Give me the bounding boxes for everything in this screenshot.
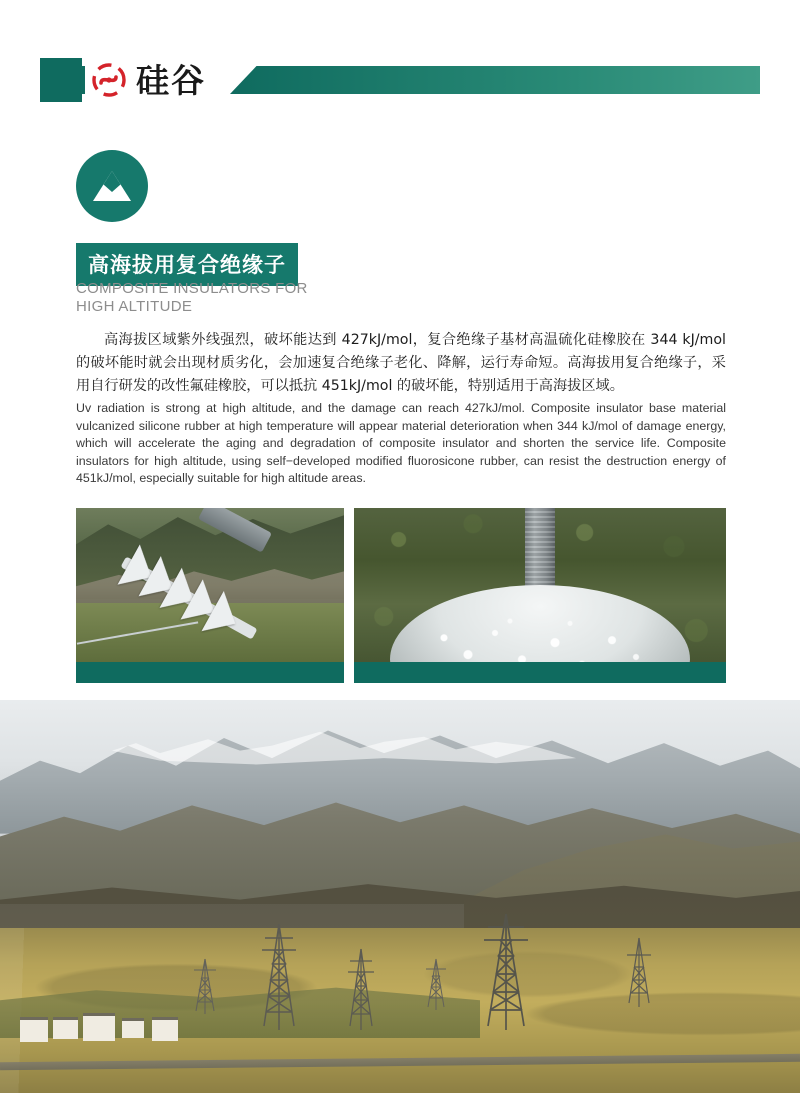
company-logo — [85, 54, 214, 106]
photo2-bottom-band — [354, 662, 726, 683]
section-title-en-line1: COMPOSITE INSULATORS FOR — [76, 280, 308, 297]
page-header — [40, 58, 760, 102]
transmission-tower — [624, 935, 654, 1007]
transmission-tower — [256, 920, 302, 1030]
village-house — [152, 1017, 178, 1041]
silicon-valley-logo-icon — [89, 60, 129, 100]
village-house — [122, 1018, 145, 1038]
transmission-tower — [344, 946, 378, 1030]
transmission-tower — [480, 910, 532, 1030]
header-right-bar — [230, 66, 760, 94]
transmission-tower — [192, 956, 218, 1014]
transmission-line-mountain-landscape — [0, 700, 800, 1093]
section-title-en-line2: HIGH ALTITUDE — [76, 298, 193, 315]
figure-row — [76, 508, 726, 683]
insulator-field-photo — [76, 508, 344, 683]
company-name: 硅谷 — [136, 60, 206, 100]
section-title-cn: 高海拔用复合绝缘子 — [76, 243, 298, 286]
photo1-bottom-band — [76, 662, 344, 683]
village-house — [53, 1017, 78, 1039]
body-paragraph-cn: 高海拔区域紫外线强烈，破坏能达到 427kJ/mol，复合绝缘子基材高温硫化硅橡胶在 344 kJ/mol 的破坏能时就会出现材质劣化，会加速复合绝缘子老化、降解，运行寿命短。高海拔用复合绝缘子，采用自行研发的改性氟硅橡胶，可以抵抗 451kJ/mol 的破坏能，特别适用于高海拔区域。 — [76, 332, 726, 394]
village-house — [83, 1013, 115, 1041]
body-paragraph-en: Uv radiation is strong at high altitude, and the damage can reach 427kJ/mol. Composite insulator base material vulcanized silicone rubber at high temperature will appear material deterioration when 344 kJ/mol of damage energy, which will accelerate the aging and degradation of composite insulator and shorten the service life. Composite insulators for high altitude, using self−developed modified fluorosicone rubber, can resist the destruction energy of 451kJ/mol, especially suitable for high altitude areas. — [76, 401, 726, 485]
mountain-icon — [76, 150, 148, 222]
transmission-tower — [424, 956, 448, 1010]
village-house — [20, 1017, 48, 1042]
section-title-en — [76, 280, 506, 316]
scene-village — [16, 987, 192, 1042]
hydrophobicity-closeup-photo — [354, 508, 726, 683]
header-left-block — [40, 58, 82, 102]
